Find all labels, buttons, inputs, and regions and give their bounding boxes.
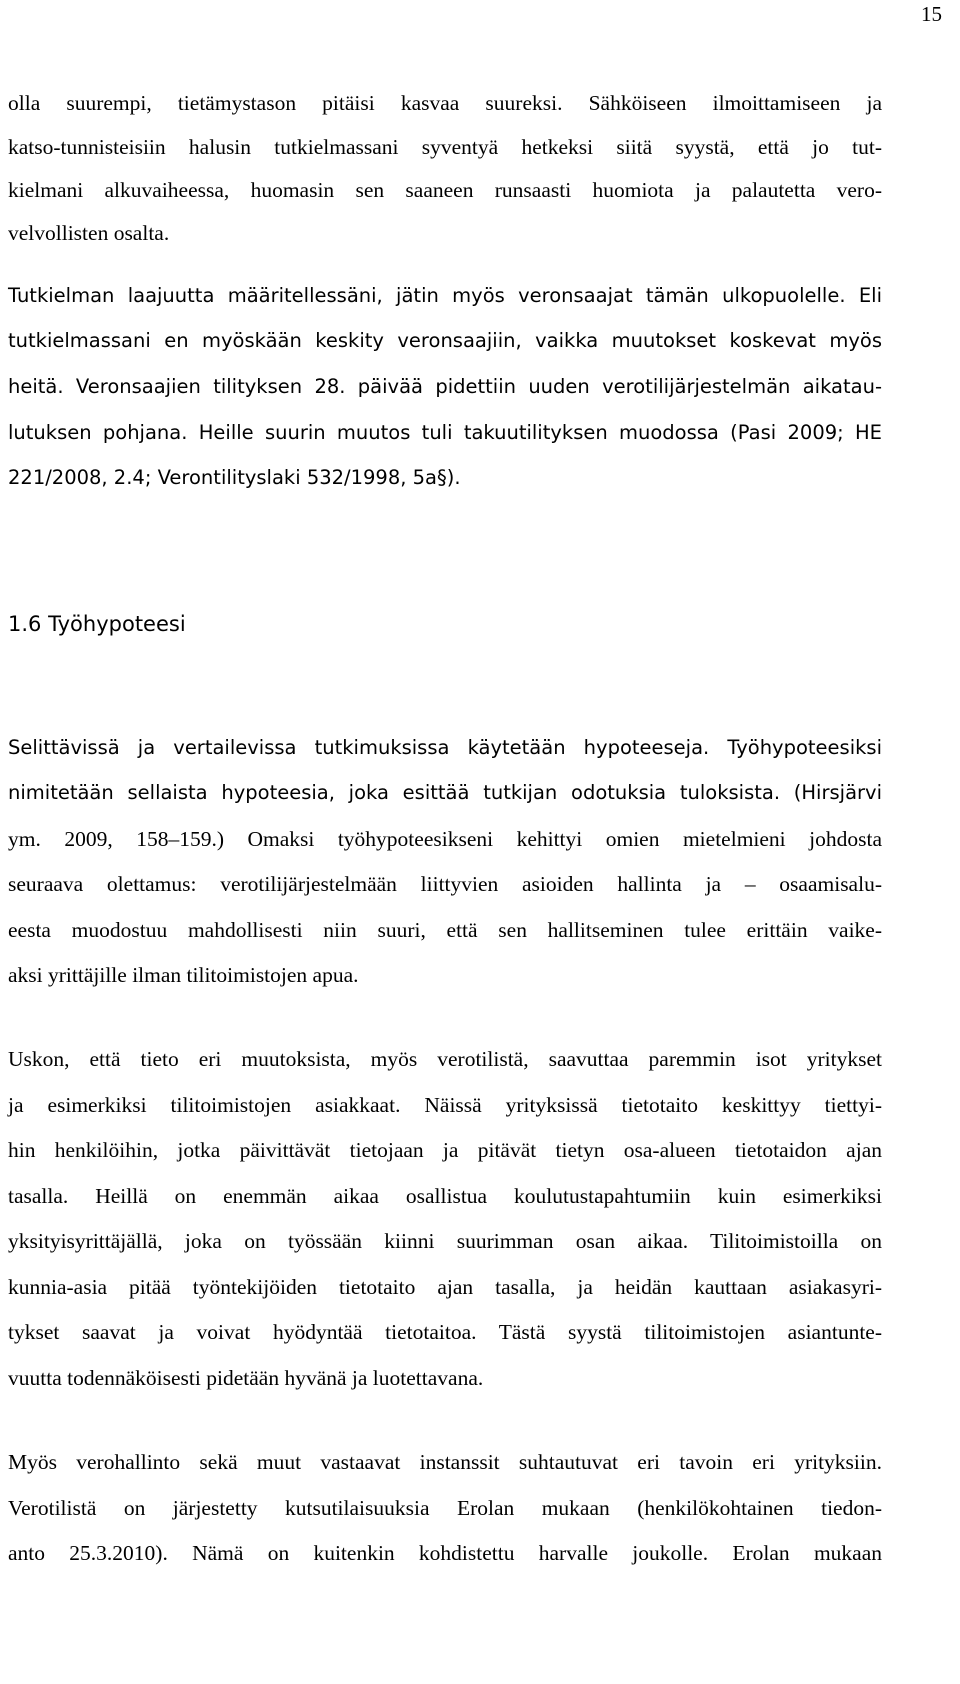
paragraph-4-line: vuutta todennäköisesti pidetään hyvänä ja luotettavana. [8,1366,484,1390]
paragraph-3-line: seuraava olettamus: verotilijärjestelmään liittyvien asioiden hallinta ja – osaamisalu- [8,872,882,896]
paragraph-3-line: nimitetään sellaista hypoteesia, joka esittää tutkijan odotuksia tuloksista. (Hirsjärvi [8,781,882,804]
paragraph-1-line: kielmani alkuvaiheessa, huomasin sen saaneen runsaasti huomiota ja palautetta vero- [8,178,882,202]
paragraph-4-line: yksityisyrittäjällä, joka on työssään kiinni suurimman osan aikaa. Tilitoimistoilla on [8,1229,882,1253]
paragraph-3-line: aksi yrittäjille ilman tilitoimistojen apua. [8,963,359,987]
paragraph-2-line: 221/2008, 2.4; Verontilityslaki 532/1998, 5a§). [8,466,461,489]
paragraph-4-line: Uskon, että tieto eri muutoksista, myös verotilistä, saavuttaa paremmin isot yritykset [8,1047,882,1071]
paragraph-5-line: anto 25.3.2010). Nämä on kuitenkin kohdistettu harvalle joukolle. Erolan mukaan [8,1541,882,1565]
paragraph-2-line: heitä. Veronsaajien tilityksen 28. päivää pidettiin uuden verotilijärjestelmän aikatau- [8,375,882,398]
paragraph-5-line: Myös verohallinto sekä muut vastaavat instanssit suhtautuvat eri tavoin eri yrityksiin. [8,1450,882,1474]
paragraph-1-line: olla suurempi, tietämystason pitäisi kasvaa suureksi. Sähköiseen ilmoittamiseen ja [8,91,882,115]
paragraph-4-line: tykset saavat ja voivat hyödyntää tietotaitoa. Tästä syystä tilitoimistojen asiantunte- [8,1320,882,1344]
paragraph-4-line: kunnia-asia pitää työntekijöiden tietotaito ajan tasalla, ja heidän kauttaan asiakasyri- [8,1275,882,1299]
paragraph-2-line: lutuksen pohjana. Heille suurin muutos tuli takuutilityksen muodossa (Pasi 2009; HE [8,421,882,444]
paragraph-3-line: ym. 2009, 158–159.) Omaksi työhypoteesikseni kehittyi omien mietelmieni johdosta [8,827,882,851]
paragraph-2-line: tutkielmassani en myöskään keskity veronsaajiin, vaikka muutokset koskevat myös [8,329,882,352]
paragraph-4-line: ja esimerkiksi tilitoimistojen asiakkaat. Näissä yrityksissä tietotaito keskittyy tiettyi- [8,1093,882,1117]
paragraph-1-line: velvollisten osalta. [8,221,170,245]
paragraph-3-line: eesta muodostuu mahdollisesti niin suuri, että sen hallitseminen tulee erittäin vaike- [8,918,882,942]
paragraph-4-line: tasalla. Heillä on enemmän aikaa osallistua koulutustapahtumiin kuin esimerkiksi [8,1184,882,1208]
paragraph-2-line: Tutkielman laajuutta määritellessäni, jätin myös veronsaajat tämän ulkopuolelle. Eli [8,284,882,307]
section-heading: 1.6 Työhypoteesi [8,612,186,636]
paragraph-4-line: hin henkilöihin, jotka päivittävät tietojaan ja pitävät tietyn osa-alueen tietotaidon ajan [8,1138,882,1162]
paragraph-3-line: Selittävissä ja vertailevissa tutkimuksissa käytetään hypoteeseja. Työhypoteesiksi [8,736,882,759]
page-number: 15 [921,2,942,26]
paragraph-1-line: katso-tunnisteisiin halusin tutkielmassani syventyä hetkeksi siitä syystä, että jo tut- [8,135,882,159]
paragraph-5-line: Verotilistä on järjestetty kutsutilaisuuksia Erolan mukaan (henkilökohtainen tiedon- [8,1496,882,1520]
